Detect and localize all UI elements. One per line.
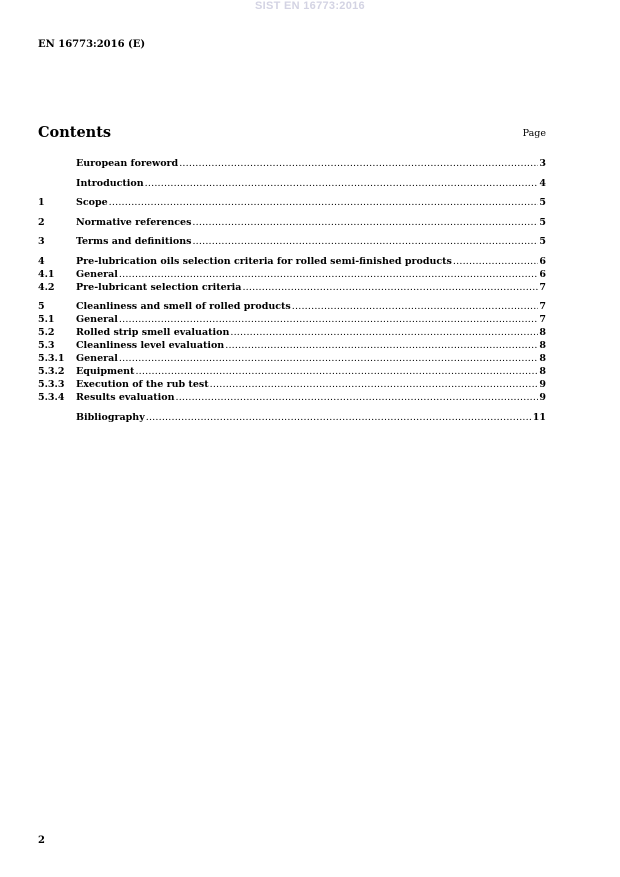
toc-entry-title: Cleanliness and smell of rolled products [76,301,291,312]
toc-entry[interactable] [38,235,546,248]
toc-entry-page: 8 [539,340,546,351]
toc-entry-page: 5 [539,216,546,228]
toc-entry[interactable] [38,216,546,229]
toc-entry[interactable] [38,255,546,268]
contents-title: Contents [38,124,112,141]
toc-dot-leader [119,268,538,281]
toc-entry[interactable] [38,365,546,378]
toc-entry-number: 4.2 [38,281,55,293]
toc-entry[interactable] [38,411,546,424]
toc-entry-number: 5.3.4 [38,392,65,403]
toc-entry-page: 3 [539,158,546,169]
toc-dot-leader [146,411,532,424]
toc-dot-leader [135,365,538,378]
toc-entry[interactable] [38,300,546,313]
toc-entry-title: Rolled strip smell evaluation [76,327,230,338]
toc-entry-title: Pre-lubricant selection criteria [76,281,242,293]
document-id: EN 16773:2016 (E) [38,39,146,50]
toc-dot-leader [192,216,538,229]
toc-entry[interactable] [38,326,546,339]
toc-entry-page: 8 [539,327,546,338]
toc-entry[interactable] [38,157,546,170]
toc-entry-title: Results evaluation [76,392,175,403]
toc-entry-number: 5 [38,301,45,312]
toc-entry-page: 7 [539,314,546,325]
toc-entry-title: Pre-lubrication oils selection criteria for rolled semi-finished products [76,255,452,267]
toc-entry[interactable] [38,313,546,326]
toc-entry-title: Execution of the rub test [76,379,209,390]
toc-entry[interactable] [38,391,546,404]
toc-entry-number: 5.3 [38,340,55,351]
toc-entry-title: General [76,314,118,325]
toc-entry-page: 8 [539,366,546,377]
toc-entry-page: 9 [539,379,546,390]
toc-entry-page: 11 [532,411,546,423]
toc-entry-page: 8 [539,353,546,364]
toc-entry-title: Cleanliness level evaluation [76,340,225,351]
toc-dot-leader [192,235,538,248]
toc-entry-page: 9 [539,392,546,403]
toc-entry-title: European foreword [76,158,179,169]
toc-entry-number: 4 [38,255,45,267]
toc-entry-title: Bibliography [76,411,145,423]
toc-dot-leader [230,326,538,339]
toc-dot-leader [119,313,538,326]
toc-dot-leader [175,391,538,404]
toc-entry[interactable] [38,378,546,391]
toc-entry-title: Scope [76,197,108,208]
toc-dot-leader [292,300,539,313]
toc-entry-number: 1 [38,197,45,208]
toc-entry-title: Equipment [76,366,135,377]
page-number: 2 [38,835,45,846]
toc-dot-leader [179,157,538,170]
toc-entry-title: Terms and definitions [76,236,192,247]
toc-entry[interactable] [38,268,546,281]
toc-entry-page: 5 [539,236,546,247]
toc-entry[interactable] [38,352,546,365]
toc-entry-number: 3 [38,236,45,247]
toc-entry-number: 5.3.1 [38,353,65,364]
toc-entry-page: 5 [539,197,546,208]
toc-entry[interactable] [38,281,546,294]
toc-dot-leader [145,177,539,190]
toc-entry[interactable] [38,339,546,352]
toc-dot-leader [225,339,538,352]
toc-entry-number: 5.1 [38,314,55,325]
table-of-contents [38,157,546,424]
toc-entry-page: 4 [539,177,546,189]
page-column-label: Page [522,128,546,139]
toc-dot-leader [119,352,538,365]
toc-entry[interactable] [38,196,546,209]
toc-entry-number: 5.3.3 [38,379,65,390]
toc-entry-page: 7 [539,301,546,312]
toc-dot-leader [242,281,538,294]
toc-entry[interactable] [38,177,546,190]
toc-entry-number: 5.2 [38,327,55,338]
toc-entry-page: 6 [539,255,546,267]
toc-entry-title: Normative references [76,216,192,228]
toc-entry-title: General [76,353,118,364]
toc-entry-number: 4.1 [38,268,55,280]
toc-dot-leader [109,196,539,209]
toc-entry-page: 7 [539,281,546,293]
toc-entry-title: General [76,268,118,280]
toc-entry-number: 2 [38,216,45,228]
toc-entry-page: 6 [539,268,546,280]
watermark: SIST EN 16773:2016 [255,0,365,12]
toc-dot-leader [210,378,539,391]
toc-entry-number: 5.3.2 [38,366,65,377]
toc-entry-title: Introduction [76,177,144,189]
toc-dot-leader [453,255,538,268]
